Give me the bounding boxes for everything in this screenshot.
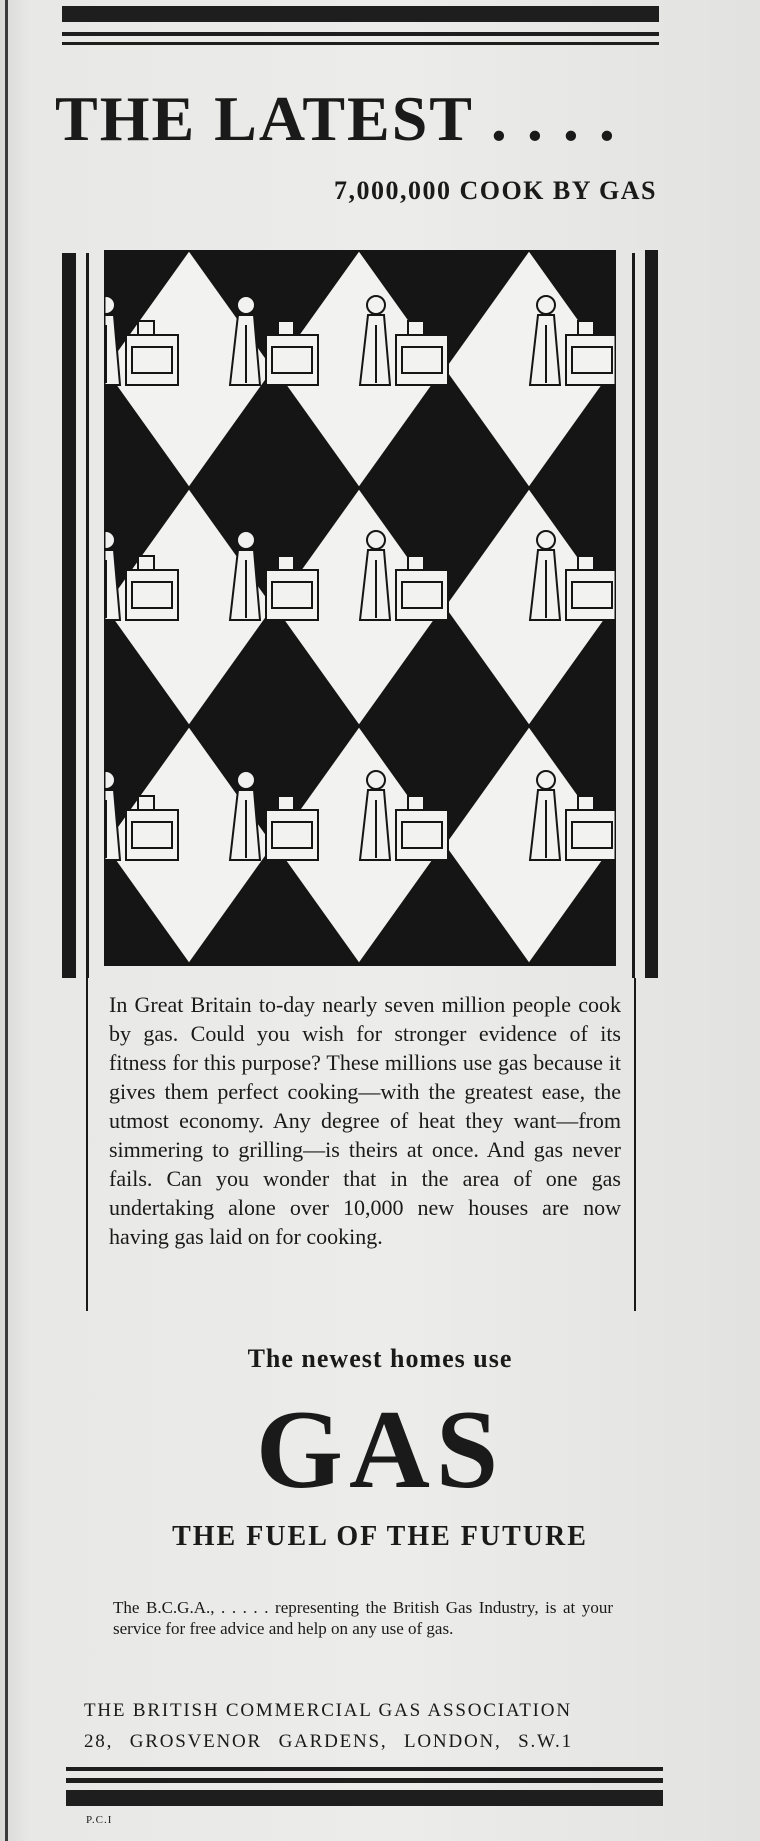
publication-code: P.C.I bbox=[86, 1814, 113, 1826]
tagline: The newest homes use bbox=[247, 1344, 513, 1373]
association-address: 28, GROSVENOR GARDENS, LONDON, S.W.1 bbox=[84, 1731, 573, 1752]
bottom-border-hairline bbox=[66, 1767, 663, 1771]
slogan: THE FUEL OF THE FUTURE bbox=[172, 1521, 588, 1552]
harlequin-kitchen-illustration bbox=[104, 250, 616, 966]
illustration-frame-left bbox=[62, 253, 76, 978]
body-copy: In Great Britain to-day nearly seven million people cook by gas. Could you wish for stronger evidence of its fitness for this purpose? These millions use gas because it gives them perfect cooking—with the greatest ease, the utmost economy. Any degree of heat they want—from simmering to grilling—is theirs at once. And gas never fails. Can you wonder that in the area of one gas undertaking alone over 10,000 new houses are now having gas laid on for cooking. bbox=[109, 992, 621, 1249]
bottom-border-thin bbox=[66, 1778, 663, 1783]
top-border-thick bbox=[62, 6, 659, 22]
illustration-frame-right bbox=[645, 250, 658, 978]
big-gas-word: GAS bbox=[255, 1388, 505, 1512]
illustration-frame-right-thin bbox=[632, 253, 635, 978]
top-border-thin bbox=[62, 32, 659, 36]
text-column-rule-right bbox=[634, 978, 636, 1311]
headline: THE LATEST . . . . bbox=[55, 83, 617, 154]
subheadline: 7,000,000 COOK BY GAS bbox=[333, 176, 657, 205]
bcga-note: The B.C.G.A., . . . . . representing the British Gas Industry, is at your service for free advice and help on any use of gas. bbox=[113, 1598, 613, 1638]
page-edge-rule bbox=[5, 0, 8, 1841]
association-name: THE BRITISH COMMERCIAL GAS ASSOCIATION bbox=[84, 1700, 572, 1721]
illustration-frame-left-thin bbox=[86, 253, 89, 978]
bottom-border-thick bbox=[66, 1790, 663, 1806]
text-column-rule-left bbox=[86, 978, 88, 1311]
top-border-hairline bbox=[62, 42, 659, 45]
